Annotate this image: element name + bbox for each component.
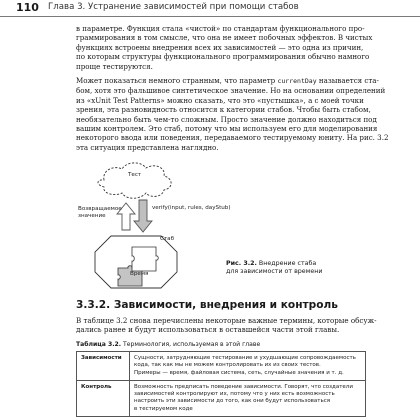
text-line: из «xUnit Test Patterns» можно сказать, что это «пустышка», а с моей точки [76, 95, 364, 105]
stub-label: Стаб [160, 236, 175, 242]
returned-value-label: значение [78, 213, 106, 219]
page-header [0, 0, 420, 17]
definition-cell [130, 352, 366, 381]
paragraph-pure-functions [76, 24, 373, 71]
text-line: по которым структуры функционального программирования обычно намного [76, 52, 370, 62]
definition-line: Возможность предписать поведение зависимости. Говорят, что создатели [134, 383, 353, 390]
text-fragment: Может показаться немного странным, что параметр [76, 76, 278, 85]
table-caption-text: Терминология, используемая в этой главе [121, 341, 261, 348]
chapter-title: Глава 3. Устранение зависимостей при помощи стабов [48, 2, 299, 12]
terminology-table [76, 351, 366, 417]
text-line: некоторого ввода или поведения, передаваемого тестируемому юниту. На рис. 3.2 [76, 133, 389, 143]
inline-code: currentDay [277, 77, 317, 85]
time-label: Время [130, 271, 149, 277]
table-caption [76, 341, 260, 348]
paragraph-table-intro [76, 316, 377, 335]
section-heading: 3.3.2. Зависимости, внедрения и контроль [76, 299, 338, 311]
text-line: дались ранее и будут использоваться в оставшейся части этой главы. [76, 325, 340, 335]
definition-line: кода, так как мы не можем контролировать их из своих тестов. [134, 362, 321, 369]
text-line: вашим контролем. Это стаб, потому что мы используем его для моделирования [76, 124, 378, 134]
text-line: в параметре. Функция стала «чистой» по стандартам функционального про- [76, 24, 365, 33]
test-label: Тест [128, 172, 142, 178]
definition-line: Сущности, затрудняющие тестирование и ухудшающие сопровождаемость [134, 355, 356, 361]
stub-puzzle-piece [132, 247, 158, 271]
figure-caption-text: для зависимости от времени [226, 268, 323, 276]
test-cloud-shape [98, 163, 171, 198]
call-signature-label: verify(input, rules, dayStub) [152, 205, 231, 211]
figure-caption-number: Рис. 3.2. [226, 260, 257, 267]
call-arrow [134, 200, 152, 232]
table-row [77, 352, 366, 381]
paragraph-stub-explanation [76, 76, 389, 152]
page-number: 110 [16, 1, 39, 14]
definition-line: зависимостей контролируют их, потому что у них есть возможность [134, 391, 335, 398]
definition-line: Примеры — время, файловая система, сеть, случайные значения и т. д. [134, 369, 344, 376]
text-line: функциях встроены внедрения всех их зависимостей — это одна из причин, [76, 42, 364, 52]
text-line [76, 76, 379, 86]
text-line: В таблице 3.2 снова перечислены некоторые важные термины, которые обсуж- [76, 316, 377, 325]
term-cell: Контроль [77, 380, 130, 416]
text-line: бом, хотя это фальшивое синтетическое значение. Но на основании определений [76, 86, 386, 96]
definition-cell [130, 380, 366, 416]
text-fragment: называется ста- [316, 76, 379, 85]
table-caption-number: Таблица 3.2. [76, 341, 122, 348]
text-line: граммирования в том смысле, что она не имеет побочных эффектов. В чистых [76, 33, 373, 43]
figure-caption [226, 260, 406, 277]
table-row [77, 380, 366, 416]
returned-value-label: Возвращаемое [78, 206, 122, 212]
figure-caption-text: Внедрение стаба [256, 260, 317, 267]
text-line: зрения, эта разновидность относится к категории стабов. Чтобы быть стабом, [76, 105, 371, 115]
definition-line: в тестируемом коде [134, 405, 193, 412]
term-cell: Зависимости [77, 352, 130, 381]
text-line: проще тестируются. [76, 61, 153, 71]
text-line: необязательно быть чем-то сложным. Просто значение должно находиться под [76, 114, 377, 124]
definition-line: настроить эти зависимости до того, как они будут использоваться [134, 398, 331, 405]
text-line: эта ситуация представлена наглядно. [76, 142, 219, 152]
